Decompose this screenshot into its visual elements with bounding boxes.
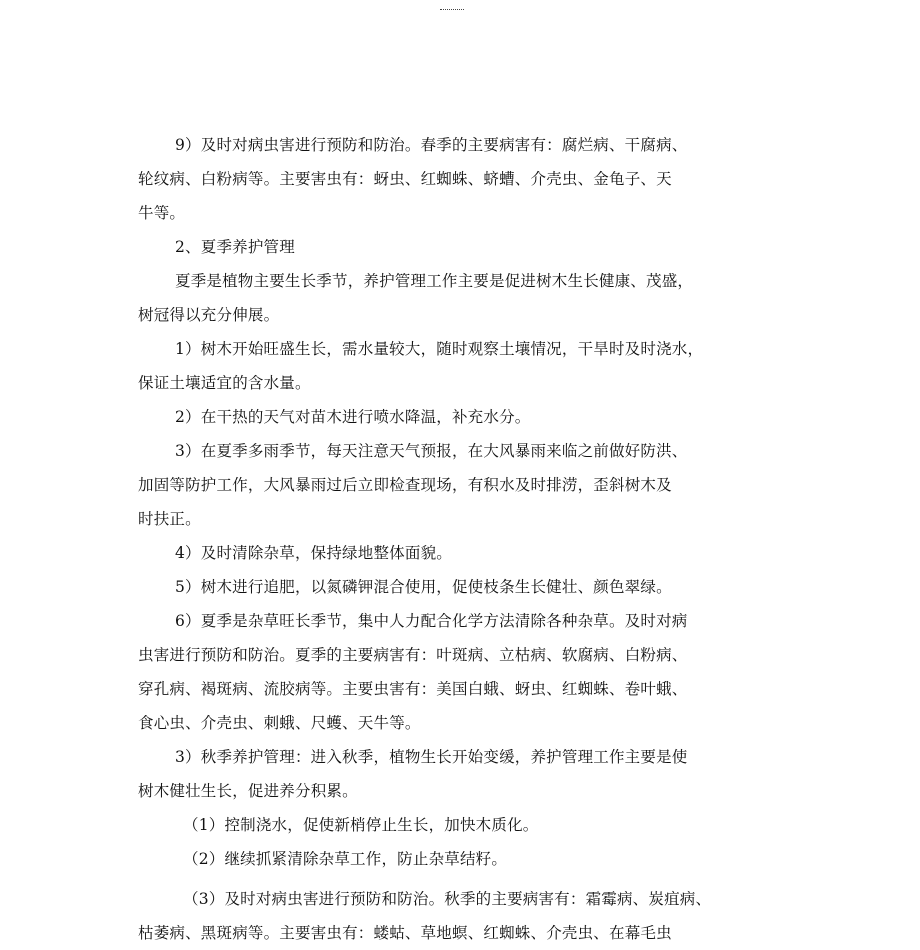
paragraph-autumn-item-1	[138, 808, 738, 842]
paragraph-autumn-item-2	[138, 842, 738, 876]
text-line: （3）及时对病虫害进行预防和防治。秋季的主要病害有：霜霉病、炭疽病、	[183, 890, 712, 908]
text-line: 4）及时清除杂草，保持绿地整体面貌。	[175, 544, 452, 562]
text-line: 9）及时对病虫害进行预防和防治。春季的主要病害有：腐烂病、干腐病、	[175, 136, 688, 154]
text-line: 3）秋季养护管理：进入秋季，植物生长开始变缓，养护管理工作主要是使	[175, 748, 688, 766]
text-line: 3）在夏季多雨季节，每天注意天气预报，在大风暴雨来临之前做好防洪、	[175, 442, 688, 460]
text-line: 树冠得以充分伸展。	[138, 306, 280, 324]
text-line: 枯萎病、黑斑病等。主要害虫有：蝼蛄、草地螟、红蜘蛛、介壳虫、在幕毛虫	[138, 924, 672, 942]
paragraph-summer-item-3	[138, 434, 738, 536]
paragraph-autumn-intro	[138, 740, 738, 808]
paragraph-summer-item-4	[138, 536, 738, 570]
document-body	[138, 128, 738, 950]
paragraph-summer-item-1	[138, 332, 738, 400]
page-header-mark	[440, 9, 464, 10]
text-line: 穿孔病、褐斑病、流胶病等。主要虫害有：美国白蛾、蚜虫、红蜘蛛、卷叶蛾、	[138, 680, 688, 698]
text-line: 虫害进行预防和防治。夏季的主要病害有：叶斑病、立枯病、软腐病、白粉病、	[138, 646, 688, 664]
text-line: （1）控制浇水，促使新梢停止生长，加快木质化。	[183, 816, 539, 834]
text-line: 轮纹病、白粉病等。主要害虫有：蚜虫、红蜘蛛、蛴螬、介壳虫、金龟子、天	[138, 170, 672, 188]
paragraph-summer-item-6	[138, 604, 738, 740]
paragraph-summer-intro	[138, 264, 738, 332]
text-line: 5）树木进行追肥，以氮磷钾混合使用，促使枝条生长健壮、颜色翠绿。	[175, 578, 672, 596]
text-line: 夏季是植物主要生长季节，养护管理工作主要是促进树木生长健康、茂盛，	[175, 272, 694, 290]
text-line: 时扶正。	[138, 510, 201, 528]
text-line: 食心虫、介壳虫、刺蛾、尺蠖、天牛等。	[138, 714, 421, 732]
paragraph-pest-control-spring	[138, 128, 738, 230]
paragraph-summer-item-2	[138, 400, 738, 434]
text-line: 2、夏季养护管理	[175, 238, 295, 256]
text-line: 树木健壮生长，促进养分积累。	[138, 782, 358, 800]
paragraph-autumn-item-3	[138, 882, 738, 950]
paragraph-summer-item-5	[138, 570, 738, 604]
text-line: （2）继续抓紧清除杂草工作，防止杂草结籽。	[183, 850, 508, 868]
text-line: 2）在干热的天气对苗木进行喷水降温，补充水分。	[175, 408, 531, 426]
text-line: 牛等。	[138, 204, 186, 222]
text-line: 1）树木开始旺盛生长，需水量较大，随时观察土壤情况，干旱时及时浇水，	[175, 340, 704, 358]
section-heading-summer	[138, 230, 738, 264]
text-line: 6）夏季是杂草旺长季节，集中人力配合化学方法清除各种杂草。及时对病	[175, 612, 688, 630]
text-line: 保证土壤适宜的含水量。	[138, 374, 311, 392]
text-line: 加固等防护工作，大风暴雨过后立即检查现场，有积水及时排涝，歪斜树木及	[138, 476, 672, 494]
